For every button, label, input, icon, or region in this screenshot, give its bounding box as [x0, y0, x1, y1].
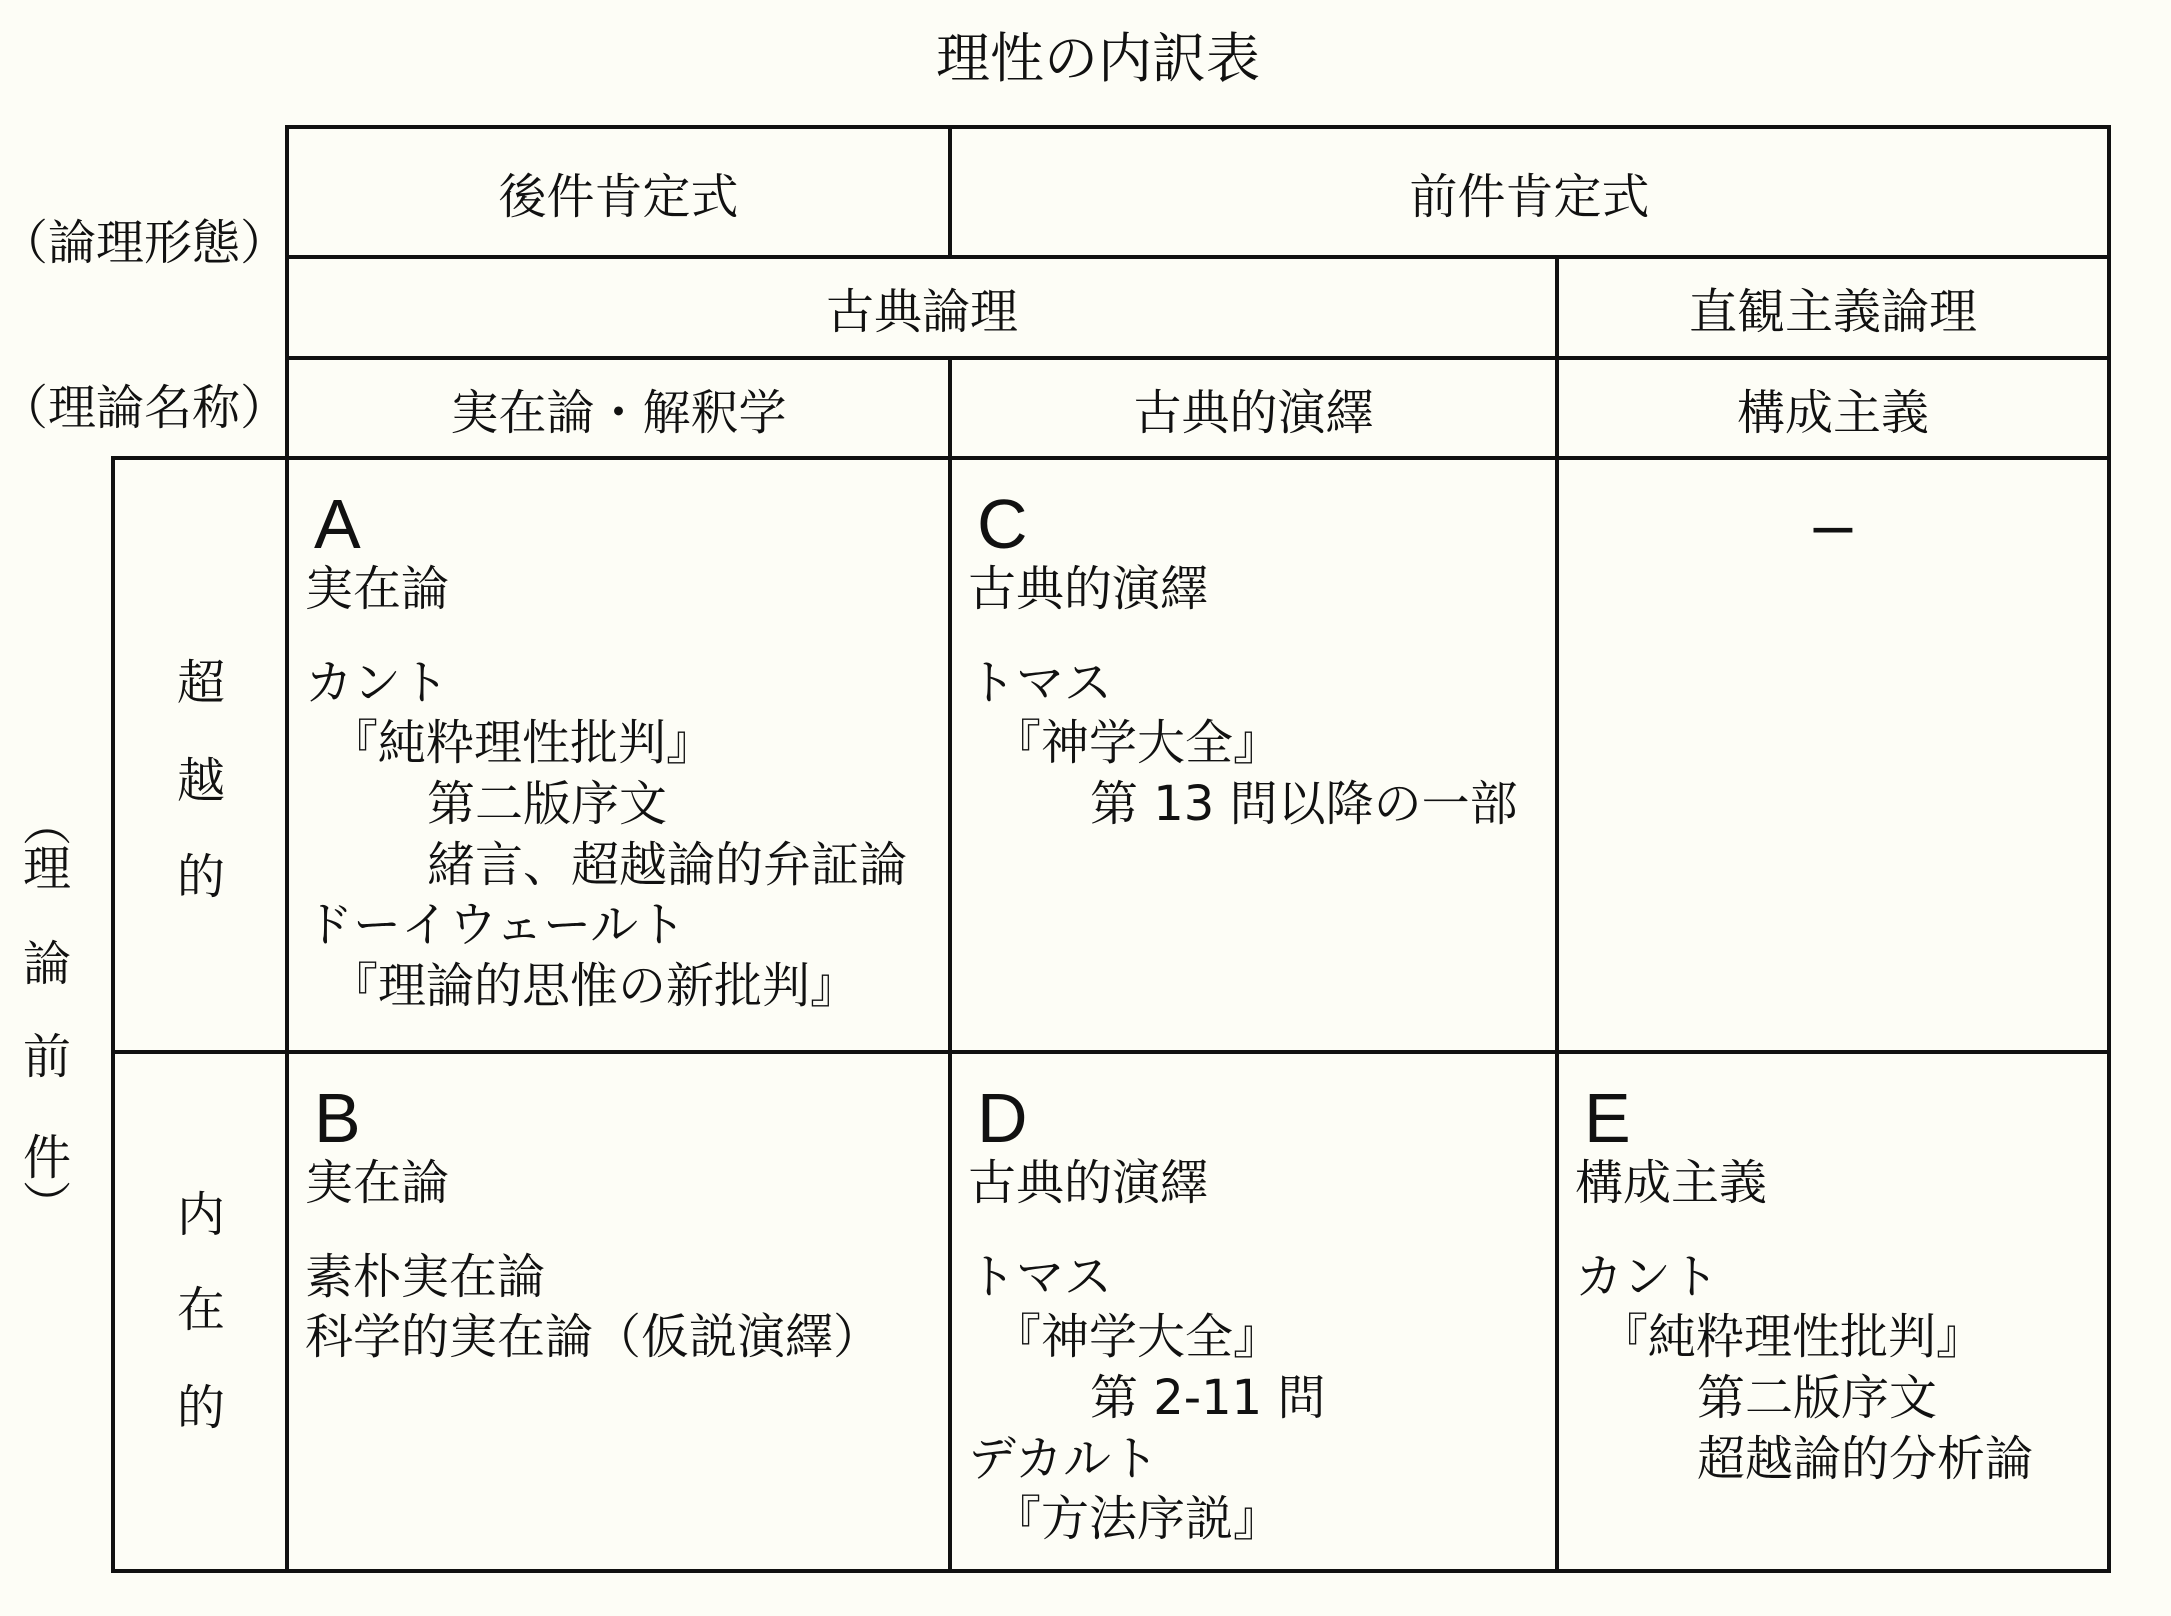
author-line: デカルト — [968, 1430, 1160, 1487]
cell-lines — [1559, 1247, 2107, 1490]
header-label: 構成主義 — [1736, 384, 1929, 441]
empty-dash: – — [1813, 485, 1853, 563]
vertical-label-char: 前 — [23, 1029, 72, 1085]
vertical-label-char: 論 — [23, 936, 72, 992]
cell-letter: B — [314, 1079, 361, 1157]
cell-theory: 構成主義 — [1575, 1155, 1768, 1211]
section-line: 超越論的分析論 — [1697, 1430, 2034, 1487]
vertical-close-paren: ︶ — [23, 1178, 72, 1234]
header-cell-constructivism — [1555, 356, 2111, 460]
header-cell-classical-deduction — [948, 356, 1559, 460]
cell-theory: 古典的演繹 — [968, 561, 1209, 617]
section-line: 第 13 問以降の一部 — [1090, 776, 1518, 833]
author-line: トマス — [968, 654, 1113, 711]
item-line: 科学的実在論（仮説演繹） — [305, 1309, 882, 1366]
row-label-char: 的 — [177, 1380, 226, 1436]
row-label-char: 的 — [177, 849, 226, 905]
cell-letter: C — [977, 485, 1028, 563]
work-line: 『方法序説』 — [993, 1491, 1282, 1548]
section-line: 第二版序文 — [1697, 1370, 1938, 1427]
cell-transcendent-realism — [285, 456, 952, 1054]
vertical-label-char: 理 — [23, 841, 72, 897]
author-line: カント — [1575, 1248, 1720, 1305]
cell-immanent-constructivism — [1555, 1050, 2111, 1573]
header-cell-realism-hermeneutics — [285, 356, 952, 460]
row-label-char: 在 — [177, 1282, 226, 1338]
cell-lines — [289, 653, 948, 1017]
work-line: 『神学大全』 — [993, 715, 1282, 772]
row-label-char: 超 — [177, 655, 226, 711]
header-label: 実在論・解釈学 — [450, 384, 787, 441]
header-label: 古典的演繹 — [1133, 384, 1374, 441]
header-label: 後件肯定式 — [498, 168, 739, 225]
author-line: ドーイウェールト — [305, 897, 687, 954]
vertical-open-paren: ︵ — [23, 796, 72, 852]
cell-letter: E — [1584, 1079, 1631, 1157]
cell-theory: 実在論 — [305, 1155, 450, 1211]
cell-immanent-realism — [285, 1050, 952, 1573]
work-line: 『純粋理性批判』 — [1600, 1309, 1985, 1366]
header-label: 古典論理 — [825, 284, 1018, 340]
work-line: 『純粋理性批判』 — [330, 715, 715, 772]
row-label-char: 越 — [177, 753, 226, 809]
cell-lines — [289, 1247, 948, 1368]
header-label: 直観主義論理 — [1688, 284, 1977, 340]
cell-transcendent-constructivism-empty — [1555, 456, 2111, 1054]
cell-transcendent-classical-deduction — [948, 456, 1559, 1054]
header-cell-intuitionistic-logic — [1555, 255, 2111, 360]
header-cell-affirming-antecedent — [948, 125, 2111, 259]
header-label: 前件肯定式 — [1409, 168, 1650, 225]
cell-letter: A — [314, 485, 361, 563]
cell-lines — [952, 653, 1555, 835]
row-label-theory-name: （理論名称） — [0, 380, 289, 436]
row-label-logic-form: （論理形態） — [0, 215, 289, 271]
author-line: トマス — [968, 1248, 1113, 1305]
section-line: 緒言、超越論的弁証論 — [427, 836, 908, 893]
cell-letter: D — [977, 1079, 1028, 1157]
page-title: 理性の内訳表 — [936, 27, 1260, 90]
row-label-char: 内 — [177, 1187, 226, 1243]
item-line: 素朴実在論 — [305, 1248, 546, 1305]
author-line: カント — [305, 654, 450, 711]
cell-theory: 実在論 — [305, 561, 450, 617]
cell-lines — [952, 1247, 1555, 1550]
vertical-label-char: 件 — [23, 1130, 72, 1186]
cell-theory: 古典的演繹 — [968, 1155, 1209, 1211]
header-cell-affirming-consequent — [285, 125, 952, 259]
cell-immanent-classical-deduction — [948, 1050, 1559, 1573]
work-line: 『神学大全』 — [993, 1309, 1282, 1366]
section-line: 第 2-11 問 — [1090, 1370, 1326, 1427]
work-line: 『理論的思惟の新批判』 — [330, 958, 859, 1015]
header-cell-classical-logic — [285, 255, 1559, 360]
section-line: 第二版序文 — [427, 776, 668, 833]
